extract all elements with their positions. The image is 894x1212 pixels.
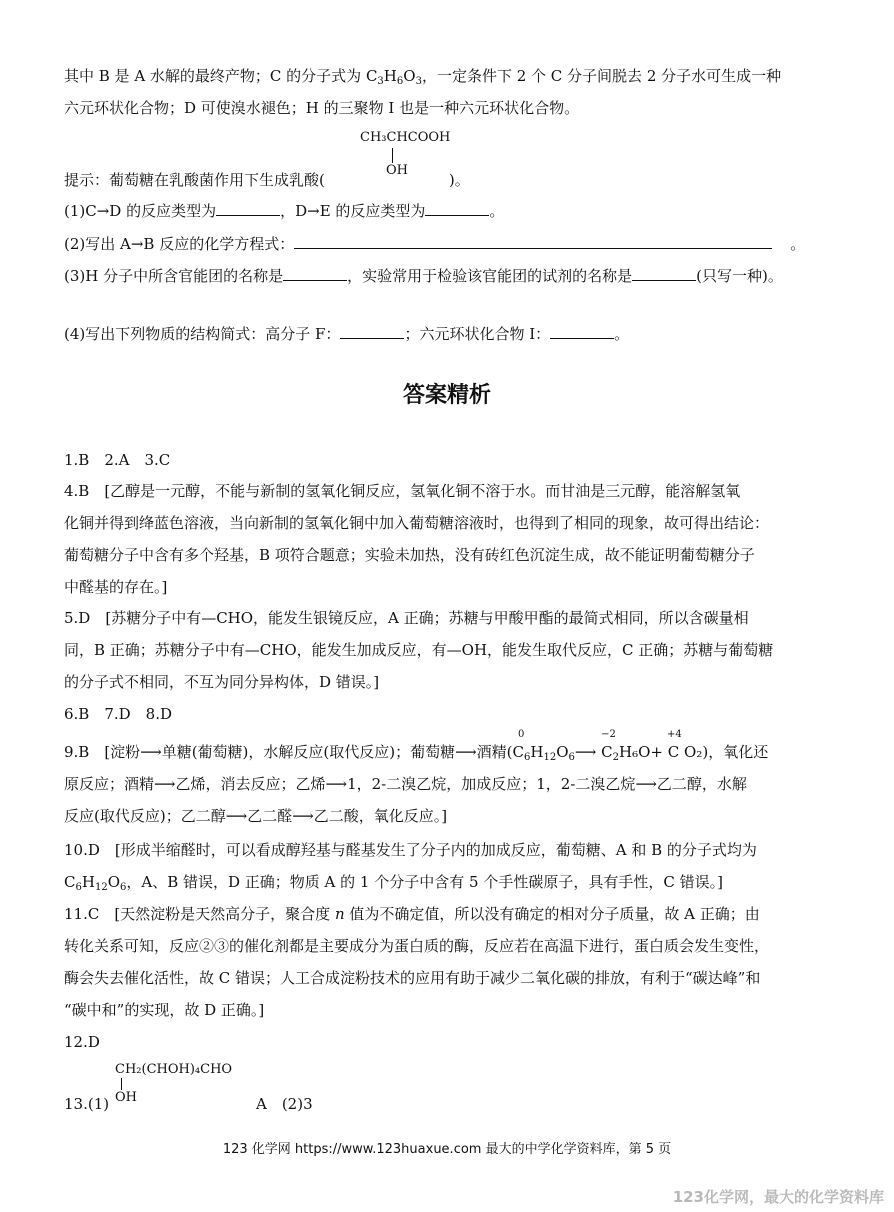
arrow-icon: ⟶ [635, 775, 657, 793]
answer-10-line-2: $C_6H_{12}O_6$，A、B 错误，D 正确；物质 A 的 1 个分子中含有 5 个手性碳原子，具有手性，C 错误。] [64, 873, 723, 893]
answer-4-line-2: 化铜并得到绛蓝色溶液，当向新制的氢氧化铜中加入葡萄糖溶液时，也得到了相同的现象，故可得出结论： [64, 514, 770, 532]
hint-line: 提示：葡萄糖在乳酸菌作用下生成乳酸( )。 [64, 171, 470, 189]
answer-5-line-1: 5.D [苏糖分子中有—CHO，能发生银镜反应，A 正确；苏糖与甲酸甲酯的最简式相同，所以含碳量相 [64, 609, 749, 627]
lactic-acid-oh: OH [386, 163, 408, 178]
arrow-icon: ⟶ [225, 807, 248, 825]
arrow-icon: ⟶ [140, 743, 162, 761]
question-part-4: (4)写出下列物质的结构简式：高分子 F： ；六元环状化合物 I： 。 [64, 325, 630, 343]
answer-11-line-1: 11.C [天然淀粉是天然高分子，聚合度 n 值为不确定值，所以没有确定的相对分子质量，故 A 正确；由 [64, 905, 760, 923]
answer-section-title: 答案精析 [402, 382, 491, 408]
glucose-bond [121, 1078, 122, 1090]
answer-13-tail: A (2)3 [256, 1095, 313, 1113]
question-part-2: (2)写出 A→B 反应的化学方程式： 。 [64, 235, 806, 253]
question-intro-line-1: 其中 B 是 A 水解的最终产物；C 的分子式为 $C_3H_6O_3$，一定条件下 2 个 C 分子间脱去 2 分子水可生成一种 [64, 67, 782, 87]
answer-6-8: 6.B 7.D 8.D [64, 705, 173, 723]
answer-10-line-1: 10.D [形成半缩醛时，可以看成醇羟基与醛基发生了分子内的加成反应，葡萄糖、A 和 B 的分子式均为 [64, 841, 757, 859]
answer-11-line-4: “碳中和”的实现，故 D 正确。] [64, 1001, 265, 1019]
answer-5-line-3: 的分子式不相同，不互为同分异构体，D 错误。] [64, 673, 380, 691]
answer-13-lead: 13.(1) [64, 1095, 110, 1113]
watermark: 123化学网，最大的化学资料库 [672, 1188, 884, 1206]
answer-4-line-4: 中醛基的存在。] [64, 578, 168, 596]
arrow-icon: ⟶ [574, 743, 597, 761]
arrow-icon: ⟶ [292, 807, 314, 825]
page-footer: 123 化学网 https://www.123huaxue.com 最大的中学化学资料库，第 5 页 [222, 1142, 672, 1157]
question-part-1: (1)C→D 的反应类型为 ，D→E 的反应类型为 。 [64, 202, 505, 220]
lactic-acid-bond [392, 148, 393, 163]
arrow-icon: ⟶ [154, 775, 176, 793]
lactic-acid-formula-top: CH₃CHCOOH [360, 130, 451, 145]
answer-9-line-3: 反应(取代反应)；乙二醇⟶乙二醛⟶乙二酸，氧化反应。] [64, 807, 448, 825]
arrow-icon: ⟶ [325, 775, 348, 793]
answer-4-line-1: 4.B [乙醇是一元醇，不能与新制的氢氧化铜反应，氢氧化铜不溶于水。而甘油是三元醇，能溶解氢氧 [64, 482, 741, 500]
question-part-3: (3)H 分子中所含官能团的名称是 ，实验常用于检验该官能团的试剂的名称是 (只写一种)。 [64, 267, 783, 285]
answer-4-line-3: 葡萄糖分子中含有多个羟基，B 项符合题意；实验未加热，没有砖红色沉淀生成，故不能证明葡萄糖分子 [64, 546, 755, 564]
answer-1-3: 1.B 2.A 3.C [64, 451, 171, 469]
answer-5-line-2: 同，B 正确；苏糖分子中有—CHO，能发生加成反应，有—OH，能发生取代反应，C 正确；苏糖与葡萄糖 [64, 641, 774, 659]
question-intro-line-2: 六元环状化合物；D 可使溴水褪色；H 的三聚物 I 也是一种六元环状化合物。 [64, 99, 580, 117]
answer-11-line-2: 转化关系可知，反应②③的催化剂都是主要成分为蛋白质的酶，反应若在高温下进行，蛋白质会发生变性， [64, 937, 770, 955]
answer-12: 12.D [64, 1033, 100, 1051]
answer-9-line-2: 原反应；酒精⟶乙烯，消去反应；乙烯⟶1，2-二溴乙烷，加成反应；1，2-二溴乙烷⟶乙二醇，水解 [64, 775, 747, 793]
answer-9-line-1: 9.B [淀粉⟶单糖(葡萄糖)，水解反应(取代反应)；葡萄糖⟶酒精(C 0 $_6H_{12}O_6⟶$ −2 $C_2H_6O+$ +4 C O₂)，氧化还 [64, 729, 769, 763]
answer-11-line-3: 酶会失去催化活性，故 C 错误；人工合成淀粉技术的应用有助于减少二氧化碳的排放，有利于“碳达峰”和 [64, 969, 761, 987]
arrow-icon: ⟶ [455, 743, 477, 761]
glucose-formula-top: CH₂(CHOH)₄CHO [115, 1062, 233, 1077]
glucose-oh: OH [115, 1090, 137, 1105]
